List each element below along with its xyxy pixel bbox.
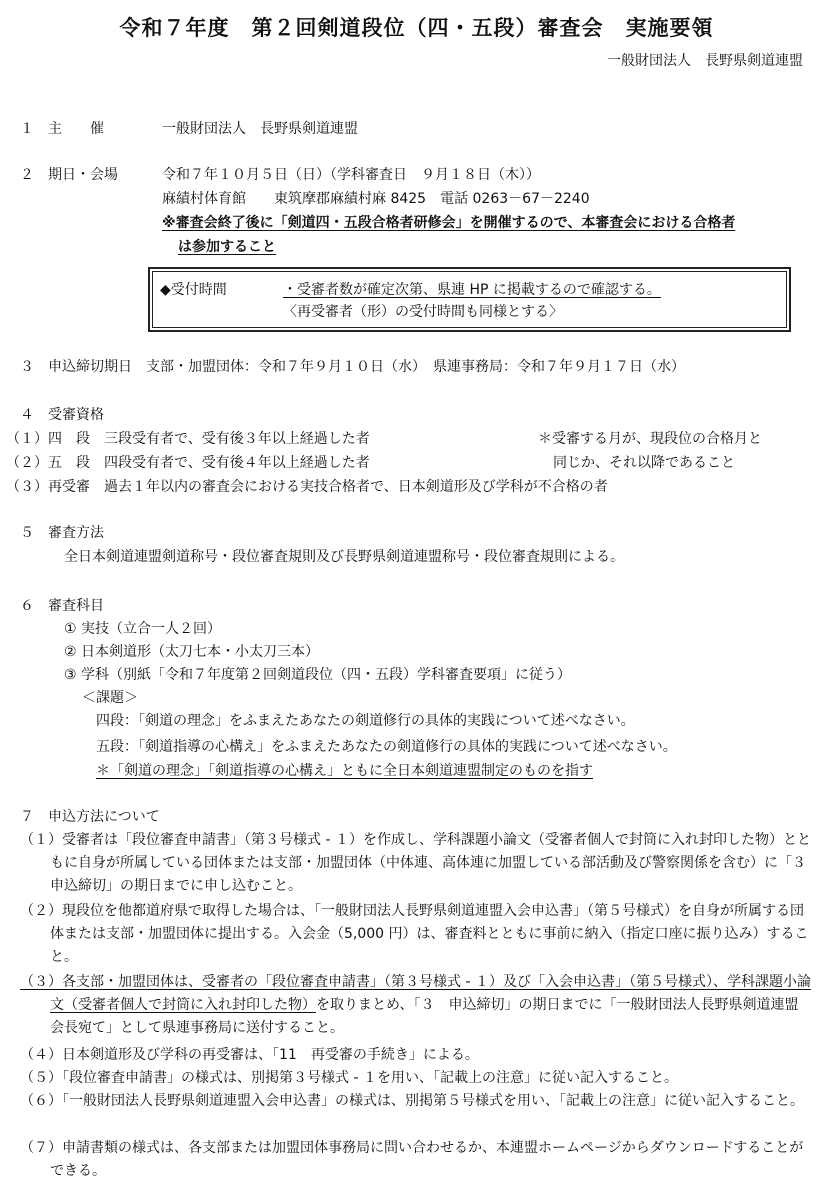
reception-line1: ・受審者数が確定次第、県連 HP に掲載するので確認する。 [283,282,661,298]
s7-paragraph-5: （５）「段位審査申請書」の様式は、別掲第３号様式 - １を用い、「記載上の注意」に従い記入すること。 [20,1070,678,1086]
s7-paragraph-3-underlined: （３）各支部・加盟団体は、受審者の「段位審査申請書」（第３号様式 - １）及び「入会申込書」（第５号様式）、学科課題小論文（受審者個人で封筒に入れ封印した物） [20,974,811,1013]
document-title: 令和７年度 第２回剣道段位（四・五段）審査会 実施要領 [119,16,714,40]
s6-kadai-4dan: 四段：「剣道の理念」をふまえたあなたの剣道修行の具体的実践について述べなさい。 [96,713,635,729]
s5-number: ５ [20,525,34,541]
s6-kadai-5dan: 五段：「剣道指導の心構え」をふまえたあなたの剣道修行の具体的実践について述べなさい。 [96,739,677,755]
s7-paragraph-4: （４）日本剣道形及び学科の再受審は、「11 再受審の手続き」による。 [20,1047,479,1063]
s6-item2: ② 日本剣道形（太刀七本・小太刀三本） [64,644,319,660]
s2-note-line2: は参加すること [178,239,276,255]
s5-text: 全日本剣道連盟剣道称号・段位審査規則及び長野県剣道連盟称号・段位審査規則による。 [64,549,624,565]
reception-label: ◆受付時間 [160,282,227,298]
s2-venue: 麻績村体育館 東筑摩郡麻績村麻 8425 電話 0263－67－2240 [162,191,590,207]
s7-number: ７ [20,809,34,825]
s7-paragraph-3 [20,971,812,1040]
s4-label: 受審資格 [48,407,104,423]
s1-label: 主 催 [48,121,104,137]
organizer-header: 一般財団法人 長野県剣道連盟 [607,53,803,69]
s4-row3: （３）再受審 過去１年以内の審査会における実技合格者で、日本剣道形及び学科が不合格の者 [6,479,608,495]
s6-kadai-heading: ＜課題＞ [82,690,138,706]
s4-note2: 同じか、それ以降であること [553,455,735,471]
s1-number: １ [20,121,34,137]
s4-row1: （１）四 段 三段受有者で、受有後３年以上経過した者 [6,431,370,447]
s4-number: ４ [20,407,34,423]
s6-number: ６ [20,598,34,614]
s2-note-line1: ※審査会終了後に「剣道四・五段合格者研修会」を開催するので、本審査会における合格者 [162,215,736,231]
s6-item3: ③ 学科（別紙「令和７年度第２回剣道段位（四・五段）学科審査要項」に従う） [64,667,571,683]
s2-label: 期日・会場 [48,167,118,183]
s6-note: ＊「剣道の理念」「剣道指導の心構え」ともに全日本剣道連盟制定のものを指す [96,763,593,779]
s3-text: 申込締切期日 支部・加盟団体：令和７年９月１０日（水） 県連事務局：令和７年９月１７日（水） [48,359,685,375]
s2-number: ２ [20,167,34,183]
s2-date: 令和７年１０月５日（日）（学科審査日 ９月１８日（木）） [162,167,540,183]
s7-label: 申込方法について [48,809,160,825]
s6-label: 審査科目 [48,598,104,614]
s3-number: ３ [20,359,34,375]
s4-note1: ＊受審する月が、現段位の合格月と [538,431,762,447]
s5-label: 審査方法 [48,525,104,541]
s7-paragraph-3-rest: を取りまとめ、「３ 申込締切」の期日までに「一般財団法人長野県剣道連盟会長宛て」として県連事務局に送付すること。 [50,997,799,1036]
s7-paragraph-2: （２）現段位を他都道府県で取得した場合は、「一般財団法人長野県剣道連盟入会申込書」（第５号様式）を自身が所属する団体または支部・加盟団体に提出する。入会金（5,000 円）は、審査料とともに事前に納入（指定口座に振り込み）すること。 [20,903,809,965]
s7-paragraph-1: （１）受審者は「段位審査申請書」（第３号様式 - １）を作成し、学科課題小論文（受審者個人で封筒に入れ封印した物）とともに自身が所属している団体または支部・加盟団体（中体連、高体連に加盟している部活動及び警察関係を含む）に「３ 申込締切」の期日までに申し込むこと。 [20,832,820,894]
s4-row2: （２）五 段 四段受有者で、受有後４年以上経過した者 [6,455,370,471]
s1-value: 一般財団法人 長野県剣道連盟 [162,121,358,137]
s6-item1: ① 実技（立合一人２回） [64,621,222,637]
s7-paragraph-6: （６）「一般財団法人長野県剣道連盟入会申込書」の様式は、別掲第５号様式を用い、「記載上の注意」に従い記入すること。 [20,1093,804,1109]
reception-line2: 〈再受審者（形）の受付時間も同様とする〉 [283,304,563,320]
s7-paragraph-7: （７）申請書類の様式は、各支部または加盟団体事務局に問い合わせるか、本連盟ホームページからダウンロードすることができる。 [20,1140,804,1179]
